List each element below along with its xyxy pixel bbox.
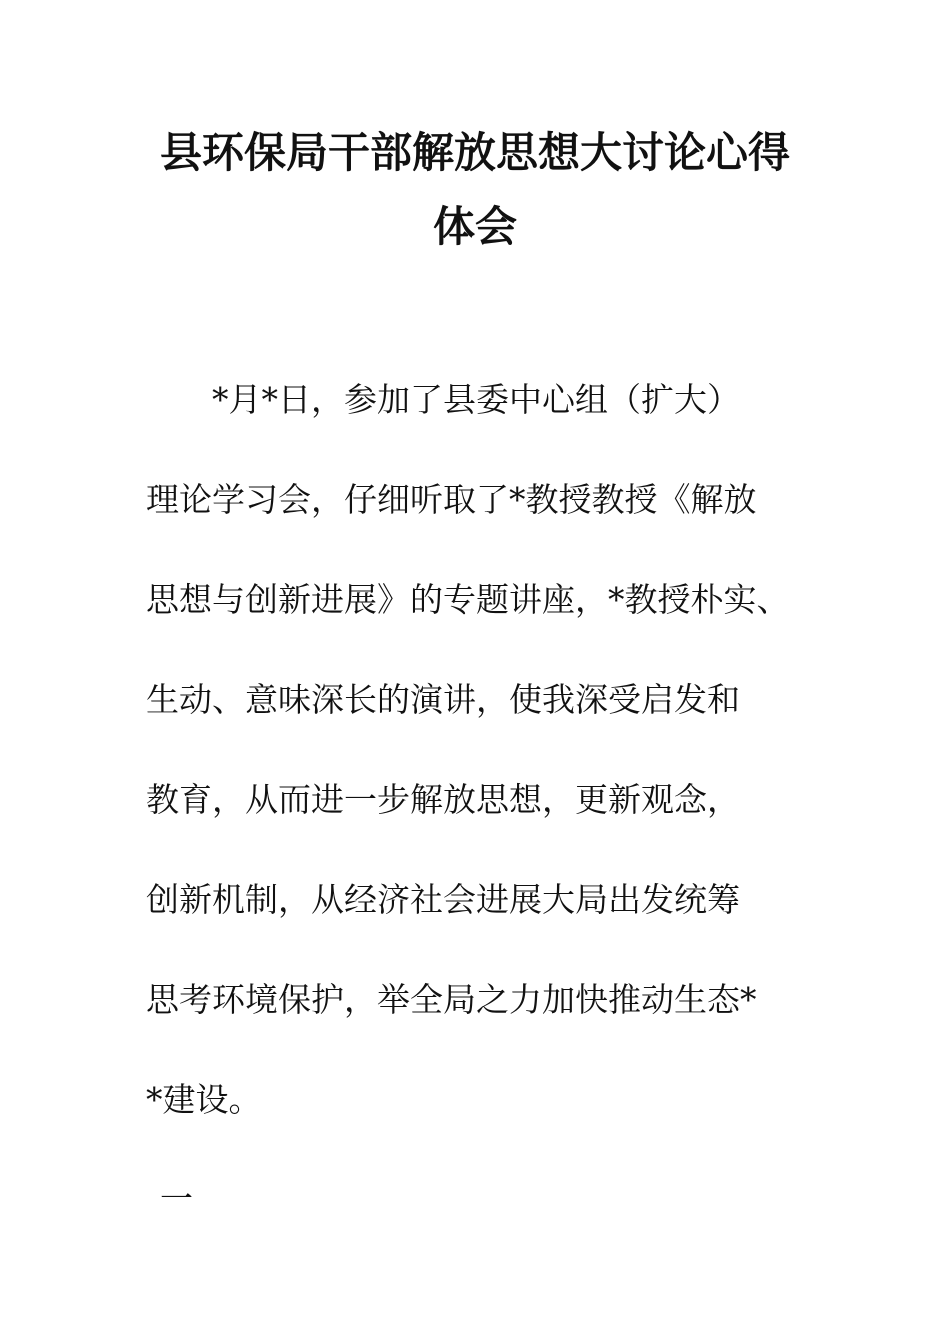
body-text-line-2: 理论学习会，仔细听取了*教授教授《解放 [146, 480, 757, 519]
document-title-line-1: 县环保局干部解放思想大讨论心得 [159, 128, 790, 177]
body-text-line-8: *建设。 [146, 1080, 262, 1119]
body-text-line-7: 思考环境保护，举全局之力加快推动生态* [146, 980, 757, 1019]
body-text-line-1: *月*日，参加了县委中心组（扩大） [212, 380, 740, 419]
section-heading-mark: 一 [160, 1179, 193, 1218]
document-title-line-2: 体会 [432, 202, 517, 251]
body-text-line-4: 生动、意味深长的演讲，使我深受启发和 [146, 680, 740, 719]
body-text-line-6: 创新机制，从经济社会进展大局出发统筹 [146, 880, 740, 919]
body-text-line-3: 思想与创新进展》的专题讲座，*教授朴实、 [146, 580, 790, 619]
body-text-line-5: 教育，从而进一步解放思想，更新观念， [146, 780, 740, 819]
